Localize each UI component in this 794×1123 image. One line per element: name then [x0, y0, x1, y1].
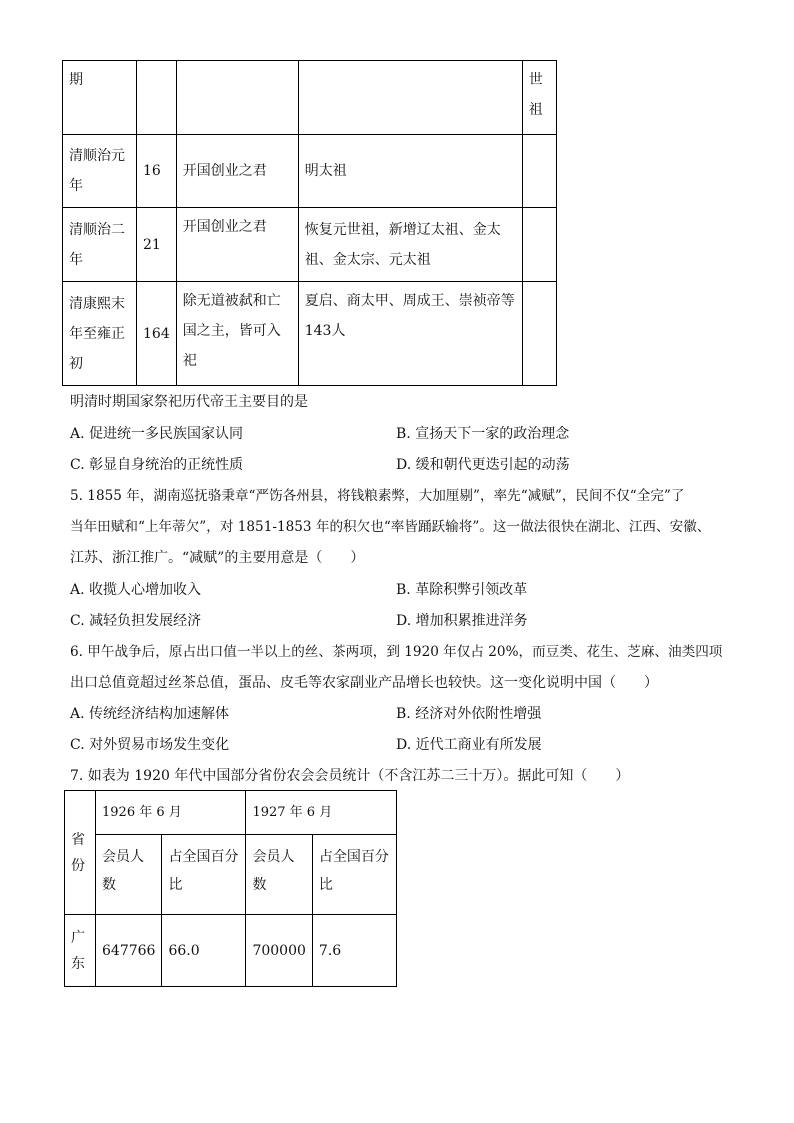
q6-line-2: 出口总值竟超过丝茶总值，蛋品、皮毛等农家副业产品增长也较快。这一变化说明中国（ ）	[70, 675, 658, 691]
count-cell	[137, 61, 177, 135]
share-header: 占全国百分比	[312, 835, 396, 915]
emperor-worship-table	[62, 60, 557, 386]
criteria-cell	[176, 61, 298, 135]
emperors-cell	[298, 61, 522, 135]
note-cell: 世祖	[522, 61, 556, 135]
q4-option-d: D. 缓和朝代更迭引起的动荡	[396, 457, 570, 473]
province-cell: 广东	[65, 915, 96, 987]
note-cell	[522, 135, 556, 208]
share-1926-cell: 66.0	[162, 915, 246, 987]
share-1927-cell: 7.6	[312, 915, 396, 987]
q6-option-d: D. 近代工商业有所发展	[396, 737, 542, 753]
emperors-cell: 夏启、商太甲、周成王、崇祯帝等143人	[298, 282, 522, 386]
note-cell	[522, 282, 556, 386]
q5-line-1: 5. 1855 年，湖南巡抚骆秉章“严饬各州县，将钱粮素弊，大加厘剔”，率先“减赋”，民间不仅“全完”了	[70, 488, 685, 504]
year-1926-header: 1926 年 6 月	[96, 791, 246, 835]
members-header: 会员人数	[246, 835, 312, 915]
q4-option-c: C. 彰显自身统治的正统性质	[70, 457, 244, 473]
members-1926-cell: 647766	[96, 915, 162, 987]
q5-line-3: 江苏、浙江推广。“减赋”的主要用意是（ ）	[70, 550, 365, 566]
q6-line-1: 6. 甲午战争后，原占出口值一半以上的丝、茶两项，到 1920 年仅占 20%，而豆类、花生、芝麻、油类四项	[70, 644, 723, 660]
period-cell: 清顺治元年	[63, 135, 137, 208]
province-header: 省份	[65, 791, 96, 915]
table-row	[65, 791, 397, 835]
q5-option-a: A. 收揽人心增加收入	[70, 582, 202, 598]
table-row	[63, 135, 557, 208]
emperors-cell: 恢复元世祖，新增辽太祖、金太祖、金太宗、元太祖	[298, 208, 522, 282]
table-row	[65, 915, 397, 987]
q4-option-a: A. 促进统一多民族国家认同	[70, 426, 244, 442]
q5-option-b: B. 革除积弊引领改革	[396, 582, 528, 598]
period-cell: 期	[63, 61, 137, 135]
q5-line-2: 当年田赋和“上年蒂欠”，对 1851-1853 年的积欠也“率皆踊跃输将”。这一做法很快在湖北、江西、安徽、	[70, 519, 711, 535]
q5-option-c: C. 减轻负担发展经济	[70, 613, 202, 629]
share-header: 占全国百分比	[162, 835, 246, 915]
count-cell: 21	[137, 208, 177, 282]
count-cell: 164	[137, 282, 177, 386]
q5-option-d: D. 增加积累推进洋务	[396, 613, 528, 629]
members-1927-cell: 700000	[246, 915, 312, 987]
table-row	[63, 61, 557, 135]
farmers-association-table	[64, 790, 397, 987]
table-row	[63, 282, 557, 386]
members-header: 会员人数	[96, 835, 162, 915]
criteria-cell: 除无道被弑和亡国之主，皆可入祀	[176, 282, 298, 386]
q4-option-b: B. 宣扬天下一家的政治理念	[396, 426, 570, 442]
table-row	[65, 835, 397, 915]
emperors-cell: 明太祖	[298, 135, 522, 208]
q6-option-a: A. 传统经济结构加速解体	[70, 706, 230, 722]
q7-stem: 7. 如表为 1920 年代中国部分省份农会会员统计（不含江苏二三十万）。据此可知（ ）	[70, 768, 630, 784]
q4-stem: 明清时期国家祭祀历代帝王主要目的是	[70, 394, 308, 410]
criteria-cell: 开国创业之君	[176, 208, 298, 282]
criteria-cell: 开国创业之君	[176, 135, 298, 208]
period-cell: 清顺治二年	[63, 208, 137, 282]
q6-option-c: C. 对外贸易市场发生变化	[70, 737, 230, 753]
note-cell	[522, 208, 556, 282]
q6-option-b: B. 经济对外依附性增强	[396, 706, 542, 722]
period-cell: 清康熙末年至雍正初	[63, 282, 137, 386]
table-row	[63, 208, 557, 282]
count-cell: 16	[137, 135, 177, 208]
year-1927-header: 1927 年 6 月	[246, 791, 396, 835]
